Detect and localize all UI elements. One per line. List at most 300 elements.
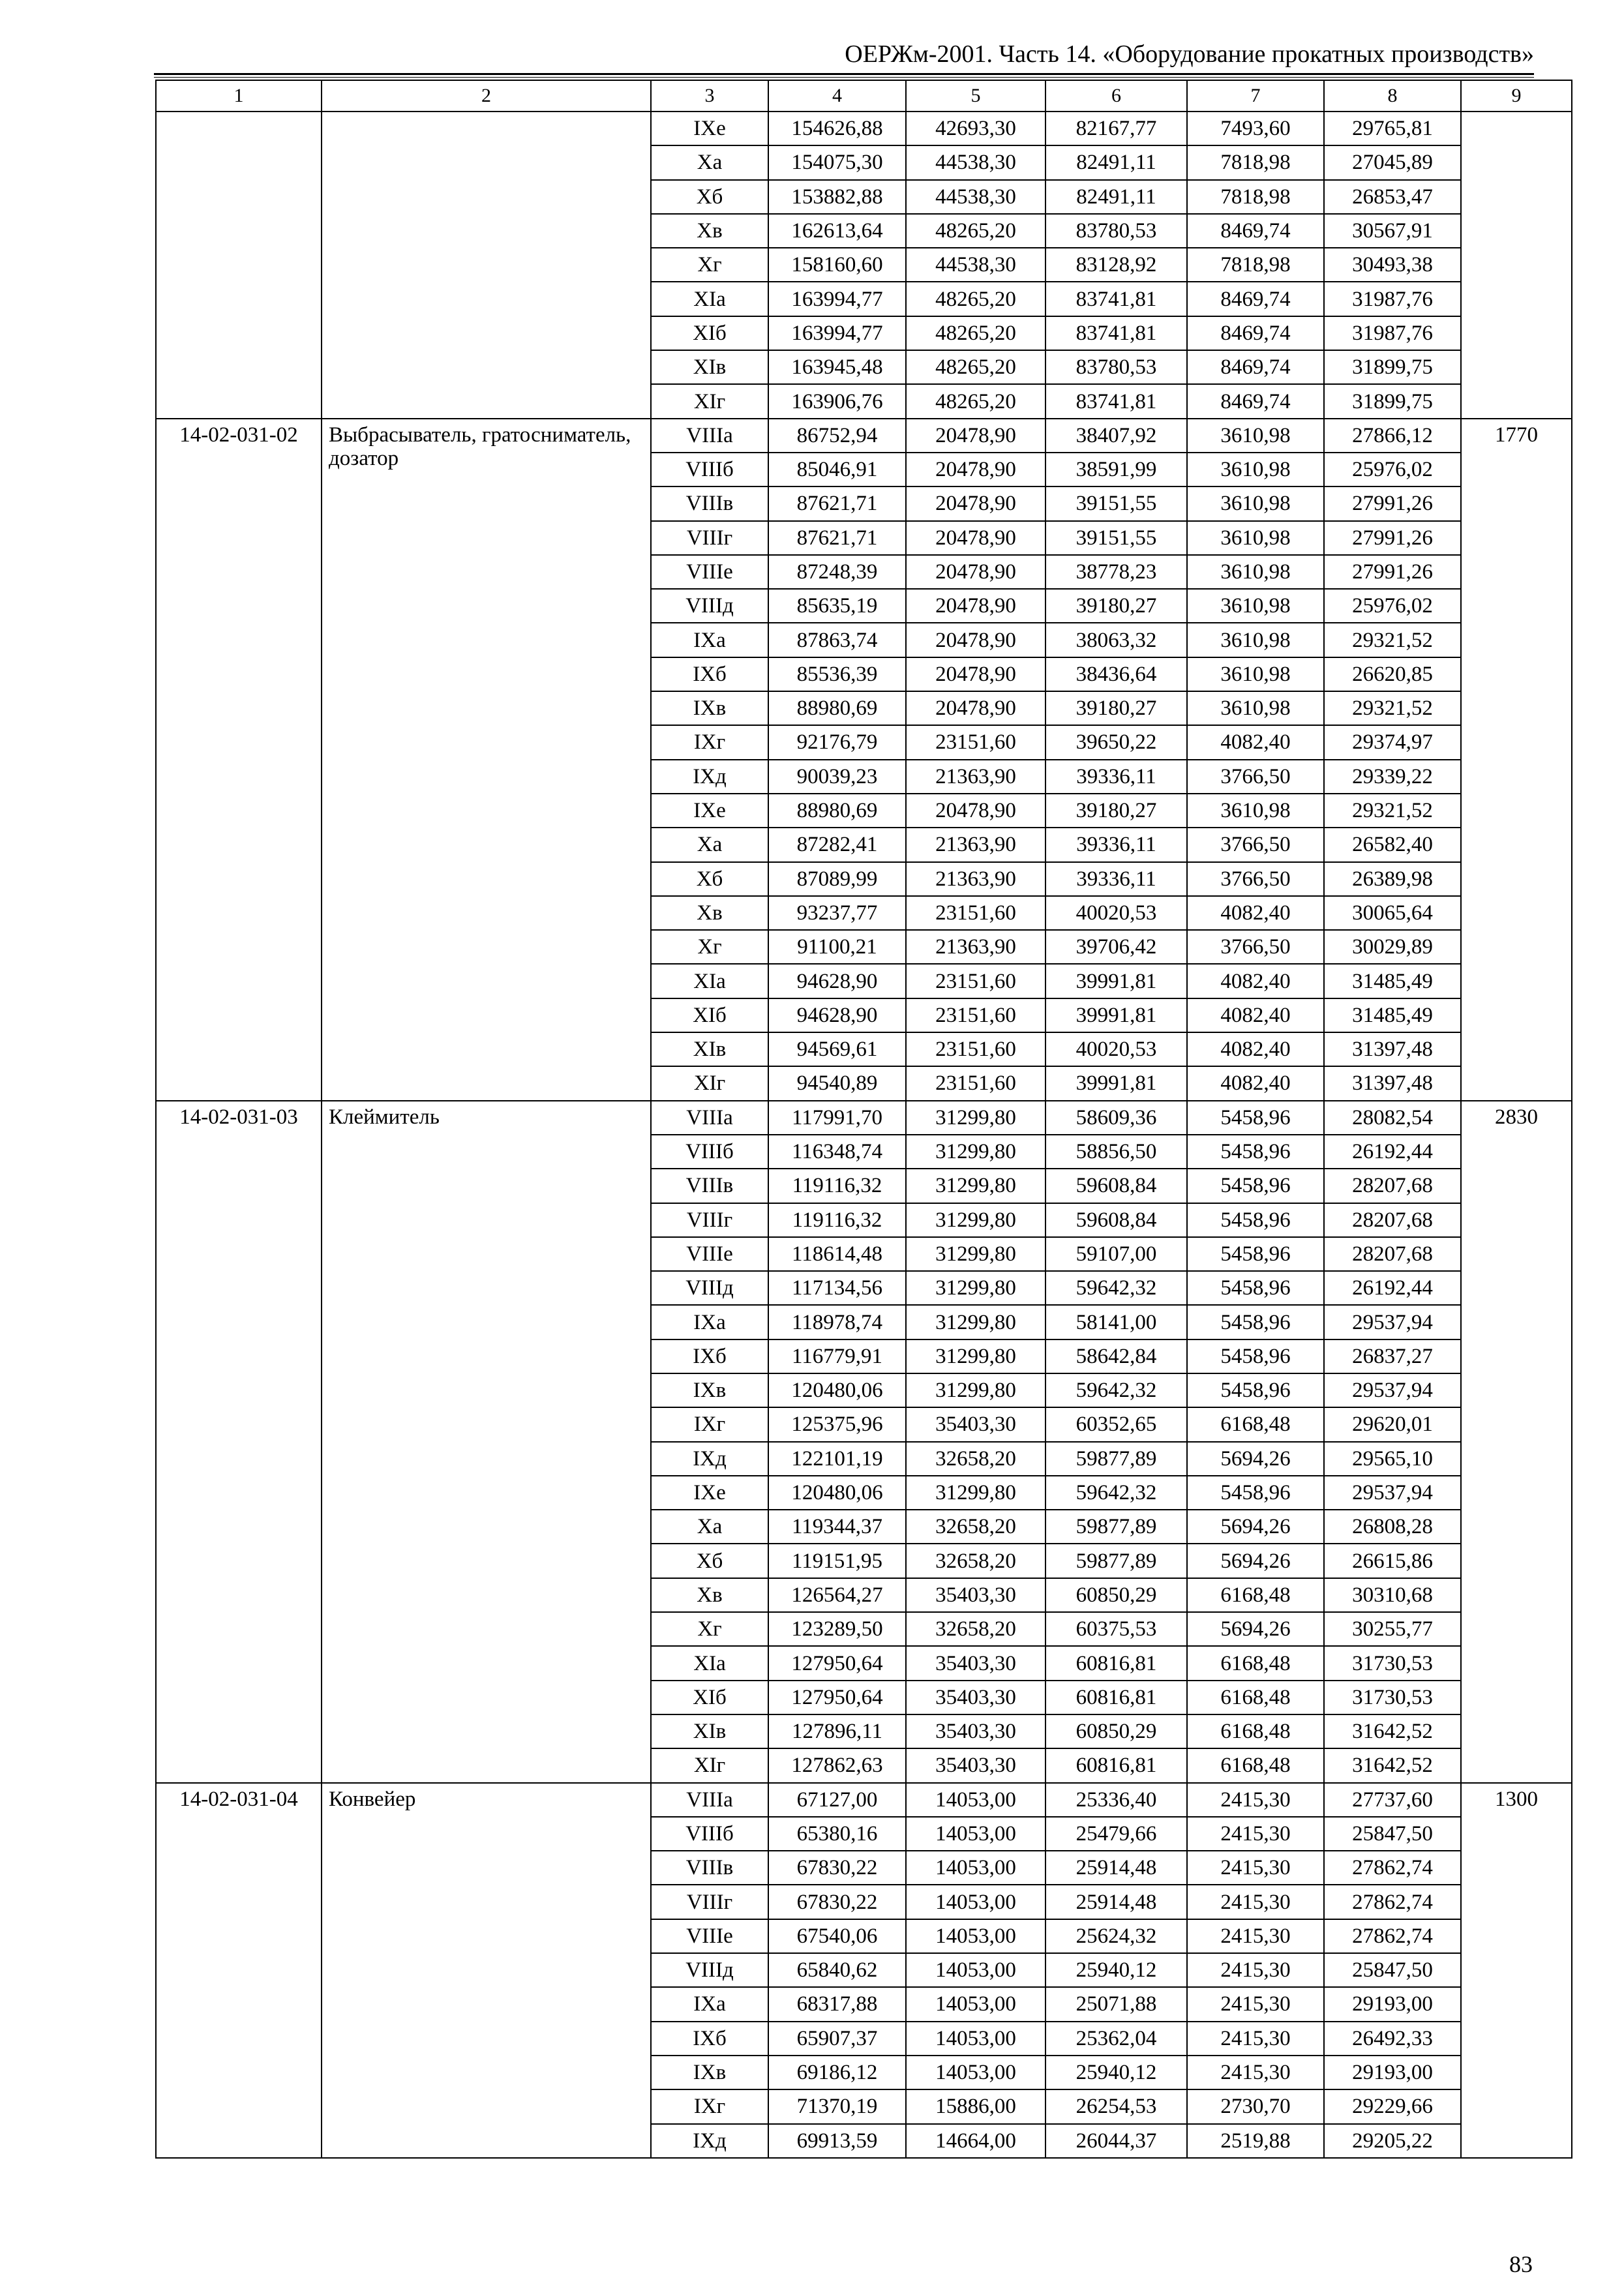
value-cell: 39706,42 bbox=[1045, 930, 1187, 964]
value-cell: 58642,84 bbox=[1045, 1339, 1187, 1373]
document-header: ОЕРЖм-2001. Часть 14. «Оборудование прокатных производств» bbox=[845, 40, 1534, 68]
category-cell: VIIIд bbox=[651, 589, 768, 623]
category-cell: IXe bbox=[651, 112, 768, 145]
value-cell: 29765,81 bbox=[1324, 112, 1461, 145]
category-cell: VIIIв bbox=[651, 1851, 768, 1885]
value-cell: 7818,98 bbox=[1187, 145, 1324, 179]
value-cell: 39336,11 bbox=[1045, 828, 1187, 861]
value-cell: 25914,48 bbox=[1045, 1851, 1187, 1885]
value-cell: 14664,00 bbox=[906, 2124, 1045, 2158]
value-cell: 27991,26 bbox=[1324, 486, 1461, 520]
value-cell: 38407,92 bbox=[1045, 419, 1187, 453]
category-cell: XIб bbox=[651, 998, 768, 1032]
value-cell: 20478,90 bbox=[906, 419, 1045, 453]
value-cell: 29565,10 bbox=[1324, 1442, 1461, 1476]
code-cell: 14-02-031-02 bbox=[156, 419, 322, 1101]
value-cell: 3610,98 bbox=[1187, 555, 1324, 589]
value-cell: 120480,06 bbox=[768, 1476, 906, 1510]
value-cell: 29321,52 bbox=[1324, 691, 1461, 725]
category-cell: VIIIд bbox=[651, 1953, 768, 1987]
value-cell: 68317,88 bbox=[768, 1987, 906, 2021]
header-rule-thin bbox=[154, 77, 1534, 78]
value-cell: 2415,30 bbox=[1187, 1851, 1324, 1885]
value-cell: 87282,41 bbox=[768, 828, 906, 861]
value-cell: 21363,90 bbox=[906, 760, 1045, 794]
value-cell: 48265,20 bbox=[906, 282, 1045, 316]
value-cell: 25847,50 bbox=[1324, 1953, 1461, 1987]
value-cell: 20478,90 bbox=[906, 555, 1045, 589]
value-cell: 39991,81 bbox=[1045, 964, 1187, 998]
value-cell: 25847,50 bbox=[1324, 1817, 1461, 1851]
category-cell: XIг bbox=[651, 1748, 768, 1782]
value-cell: 83780,53 bbox=[1045, 214, 1187, 248]
value-cell: 65907,37 bbox=[768, 2022, 906, 2056]
value-cell: 39336,11 bbox=[1045, 862, 1187, 896]
column-number: 4 bbox=[768, 80, 906, 112]
value-cell: 30065,64 bbox=[1324, 896, 1461, 930]
header-rule bbox=[154, 73, 1534, 75]
value-cell: 117134,56 bbox=[768, 1271, 906, 1305]
value-cell: 87863,74 bbox=[768, 623, 906, 657]
value-cell: 27862,74 bbox=[1324, 1919, 1461, 1953]
value-cell: 29205,22 bbox=[1324, 2124, 1461, 2158]
category-cell: XIa bbox=[651, 964, 768, 998]
value-cell: 5694,26 bbox=[1187, 1442, 1324, 1476]
value-cell: 58141,00 bbox=[1045, 1305, 1187, 1339]
value-cell: 25071,88 bbox=[1045, 1987, 1187, 2021]
value-cell: 122101,19 bbox=[768, 1442, 906, 1476]
value-cell: 5694,26 bbox=[1187, 1510, 1324, 1544]
value-cell: 15886,00 bbox=[906, 2089, 1045, 2123]
value-cell: 8469,74 bbox=[1187, 214, 1324, 248]
value-cell: 29321,52 bbox=[1324, 794, 1461, 828]
value-cell: 23151,60 bbox=[906, 998, 1045, 1032]
value-cell: 14053,00 bbox=[906, 2022, 1045, 2056]
value-cell: 40020,53 bbox=[1045, 896, 1187, 930]
value-cell: 158160,60 bbox=[768, 248, 906, 282]
value-cell: 2415,30 bbox=[1187, 1953, 1324, 1987]
value-cell: 87621,71 bbox=[768, 486, 906, 520]
value-cell: 6168,48 bbox=[1187, 1714, 1324, 1748]
value-cell: 3610,98 bbox=[1187, 419, 1324, 453]
value-cell: 119116,32 bbox=[768, 1169, 906, 1203]
value-cell: 119151,95 bbox=[768, 1544, 906, 1578]
value-cell: 85046,91 bbox=[768, 453, 906, 486]
category-cell: VIIIe bbox=[651, 1237, 768, 1271]
value-cell: 118614,48 bbox=[768, 1237, 906, 1271]
value-cell: 59642,32 bbox=[1045, 1373, 1187, 1407]
value-cell: 59608,84 bbox=[1045, 1169, 1187, 1203]
value-cell: 154626,88 bbox=[768, 112, 906, 145]
value-cell: 29537,94 bbox=[1324, 1476, 1461, 1510]
category-cell: VIIIe bbox=[651, 1919, 768, 1953]
value-cell: 163994,77 bbox=[768, 282, 906, 316]
value-cell: 65380,16 bbox=[768, 1817, 906, 1851]
value-cell: 38436,64 bbox=[1045, 657, 1187, 691]
value-cell: 26620,85 bbox=[1324, 657, 1461, 691]
category-cell: XIб bbox=[651, 1681, 768, 1714]
value-cell: 39180,27 bbox=[1045, 691, 1187, 725]
column-number: 1 bbox=[156, 80, 322, 112]
value-cell: 23151,60 bbox=[906, 1066, 1045, 1100]
value-cell: 26808,28 bbox=[1324, 1510, 1461, 1544]
value-cell: 27862,74 bbox=[1324, 1885, 1461, 1919]
value-cell: 29193,00 bbox=[1324, 1987, 1461, 2021]
value-cell: 60816,81 bbox=[1045, 1681, 1187, 1714]
category-cell: VIIIб bbox=[651, 1135, 768, 1169]
value-cell: 4082,40 bbox=[1187, 1032, 1324, 1066]
name-cell bbox=[322, 112, 651, 419]
category-cell: IXa bbox=[651, 623, 768, 657]
value-cell: 31485,49 bbox=[1324, 998, 1461, 1032]
value-cell: 3766,50 bbox=[1187, 930, 1324, 964]
category-cell: Xв bbox=[651, 896, 768, 930]
table-row bbox=[156, 112, 1572, 145]
value-cell: 83741,81 bbox=[1045, 384, 1187, 418]
value-cell: 59877,89 bbox=[1045, 1510, 1187, 1544]
value-cell: 25336,40 bbox=[1045, 1783, 1187, 1817]
value-cell: 20478,90 bbox=[906, 794, 1045, 828]
value-cell: 30255,77 bbox=[1324, 1612, 1461, 1646]
value-cell: 60816,81 bbox=[1045, 1748, 1187, 1782]
category-cell: IXд bbox=[651, 2124, 768, 2158]
category-cell: VIIIa bbox=[651, 1101, 768, 1135]
category-cell: XIa bbox=[651, 1646, 768, 1680]
value-cell: 31987,76 bbox=[1324, 282, 1461, 316]
value-cell: 3610,98 bbox=[1187, 794, 1324, 828]
category-cell: Xг bbox=[651, 930, 768, 964]
category-cell: Xa bbox=[651, 828, 768, 861]
value-cell: 3610,98 bbox=[1187, 657, 1324, 691]
name-cell: Конвейер bbox=[322, 1783, 651, 2158]
value-cell: 7493,60 bbox=[1187, 112, 1324, 145]
value-cell: 6168,48 bbox=[1187, 1681, 1324, 1714]
value-cell: 59877,89 bbox=[1045, 1442, 1187, 1476]
value-cell: 39180,27 bbox=[1045, 794, 1187, 828]
value-cell: 123289,50 bbox=[768, 1612, 906, 1646]
value-cell: 59608,84 bbox=[1045, 1203, 1187, 1237]
value-cell: 14053,00 bbox=[906, 1817, 1045, 1851]
value-cell: 2519,88 bbox=[1187, 2124, 1324, 2158]
value-cell: 20478,90 bbox=[906, 453, 1045, 486]
value-cell: 116779,91 bbox=[768, 1339, 906, 1373]
value-cell: 31299,80 bbox=[906, 1101, 1045, 1135]
value-cell: 4082,40 bbox=[1187, 1066, 1324, 1100]
value-cell: 26192,44 bbox=[1324, 1271, 1461, 1305]
value-cell: 59642,32 bbox=[1045, 1476, 1187, 1510]
value-cell: 30029,89 bbox=[1324, 930, 1461, 964]
value-cell: 85635,19 bbox=[768, 589, 906, 623]
value-cell: 23151,60 bbox=[906, 1032, 1045, 1066]
category-cell: VIIIб bbox=[651, 1817, 768, 1851]
category-cell: XIг bbox=[651, 1066, 768, 1100]
category-cell: VIIIa bbox=[651, 419, 768, 453]
value-cell: 31899,75 bbox=[1324, 384, 1461, 418]
value-cell: 25976,02 bbox=[1324, 453, 1461, 486]
value-cell: 93237,77 bbox=[768, 896, 906, 930]
value-cell: 126564,27 bbox=[768, 1578, 906, 1612]
value-cell: 6168,48 bbox=[1187, 1646, 1324, 1680]
value-cell: 7818,98 bbox=[1187, 180, 1324, 214]
value-cell: 83741,81 bbox=[1045, 316, 1187, 350]
code-cell: 14-02-031-04 bbox=[156, 1783, 322, 2158]
value-cell: 25362,04 bbox=[1045, 2022, 1187, 2056]
category-cell: XIб bbox=[651, 316, 768, 350]
category-cell: VIIIг bbox=[651, 1885, 768, 1919]
value-cell: 28082,54 bbox=[1324, 1101, 1461, 1135]
value-cell: 2415,30 bbox=[1187, 1919, 1324, 1953]
category-cell: IXб bbox=[651, 1339, 768, 1373]
category-cell: IXг bbox=[651, 725, 768, 759]
value-cell: 31397,48 bbox=[1324, 1066, 1461, 1100]
category-cell: VIIIб bbox=[651, 453, 768, 486]
value-cell: 32658,20 bbox=[906, 1544, 1045, 1578]
value-cell: 116348,74 bbox=[768, 1135, 906, 1169]
value-cell: 27866,12 bbox=[1324, 419, 1461, 453]
value-cell: 27862,74 bbox=[1324, 1851, 1461, 1885]
column-number: 2 bbox=[322, 80, 651, 112]
value-cell: 26615,86 bbox=[1324, 1544, 1461, 1578]
value-cell: 163906,76 bbox=[768, 384, 906, 418]
column-number: 6 bbox=[1045, 80, 1187, 112]
category-cell: Xб bbox=[651, 180, 768, 214]
value-cell: 59642,32 bbox=[1045, 1271, 1187, 1305]
value-cell: 39650,22 bbox=[1045, 725, 1187, 759]
category-cell: XIв bbox=[651, 1714, 768, 1748]
value-cell: 32658,20 bbox=[906, 1442, 1045, 1476]
value-cell: 35403,30 bbox=[906, 1748, 1045, 1782]
category-cell: IXв bbox=[651, 2056, 768, 2089]
value-cell: 87621,71 bbox=[768, 521, 906, 555]
category-cell: VIIIв bbox=[651, 486, 768, 520]
category-cell: Xб bbox=[651, 1544, 768, 1578]
value-cell: 82491,11 bbox=[1045, 145, 1187, 179]
value-cell: 120480,06 bbox=[768, 1373, 906, 1407]
category-cell: VIIIг bbox=[651, 521, 768, 555]
value-cell: 26192,44 bbox=[1324, 1135, 1461, 1169]
value-cell: 35403,30 bbox=[906, 1714, 1045, 1748]
value-cell: 83780,53 bbox=[1045, 350, 1187, 384]
category-cell: IXб bbox=[651, 657, 768, 691]
value-cell: 44538,30 bbox=[906, 180, 1045, 214]
value-cell: 127862,63 bbox=[768, 1748, 906, 1782]
category-cell: IXб bbox=[651, 2022, 768, 2056]
category-cell: Xв bbox=[651, 1578, 768, 1612]
value-cell: 31642,52 bbox=[1324, 1714, 1461, 1748]
value-cell: 85536,39 bbox=[768, 657, 906, 691]
value-cell: 2415,30 bbox=[1187, 2022, 1324, 2056]
value-cell: 26582,40 bbox=[1324, 828, 1461, 861]
category-cell: IXa bbox=[651, 1987, 768, 2021]
code-cell bbox=[156, 112, 322, 419]
value-cell: 5458,96 bbox=[1187, 1101, 1324, 1135]
value-cell: 60352,65 bbox=[1045, 1407, 1187, 1441]
category-cell: VIIIв bbox=[651, 1169, 768, 1203]
value-cell: 38591,99 bbox=[1045, 453, 1187, 486]
value-cell: 82167,77 bbox=[1045, 112, 1187, 145]
value-cell: 5458,96 bbox=[1187, 1305, 1324, 1339]
value-cell: 3610,98 bbox=[1187, 521, 1324, 555]
value-cell: 25479,66 bbox=[1045, 1817, 1187, 1851]
value-cell: 39151,55 bbox=[1045, 486, 1187, 520]
value-cell: 35403,30 bbox=[906, 1681, 1045, 1714]
value-cell: 60816,81 bbox=[1045, 1646, 1187, 1680]
name-cell: Клеймитель bbox=[322, 1101, 651, 1783]
value-cell: 31299,80 bbox=[906, 1476, 1045, 1510]
value-cell: 29537,94 bbox=[1324, 1305, 1461, 1339]
category-cell: IXг bbox=[651, 2089, 768, 2123]
value-cell: 40020,53 bbox=[1045, 1032, 1187, 1066]
category-cell: VIIIe bbox=[651, 555, 768, 589]
value-cell: 3610,98 bbox=[1187, 623, 1324, 657]
value-cell: 20478,90 bbox=[906, 589, 1045, 623]
extra-cell bbox=[1461, 112, 1572, 419]
value-cell: 25940,12 bbox=[1045, 2056, 1187, 2089]
value-cell: 94569,61 bbox=[768, 1032, 906, 1066]
value-cell: 27991,26 bbox=[1324, 555, 1461, 589]
value-cell: 163945,48 bbox=[768, 350, 906, 384]
value-cell: 31642,52 bbox=[1324, 1748, 1461, 1782]
value-cell: 39151,55 bbox=[1045, 521, 1187, 555]
value-cell: 31899,75 bbox=[1324, 350, 1461, 384]
value-cell: 60850,29 bbox=[1045, 1714, 1187, 1748]
value-cell: 44538,30 bbox=[906, 145, 1045, 179]
value-cell: 25976,02 bbox=[1324, 589, 1461, 623]
value-cell: 60850,29 bbox=[1045, 1578, 1187, 1612]
name-cell: Выбрасыватель, гратосниматель, дозатор bbox=[322, 419, 651, 1101]
value-cell: 26254,53 bbox=[1045, 2089, 1187, 2123]
value-cell: 69913,59 bbox=[768, 2124, 906, 2158]
value-cell: 29620,01 bbox=[1324, 1407, 1461, 1441]
category-cell: VIIIд bbox=[651, 1271, 768, 1305]
value-cell: 29537,94 bbox=[1324, 1373, 1461, 1407]
value-cell: 86752,94 bbox=[768, 419, 906, 453]
price-table bbox=[155, 80, 1572, 2159]
value-cell: 4082,40 bbox=[1187, 725, 1324, 759]
value-cell: 8469,74 bbox=[1187, 282, 1324, 316]
value-cell: 83128,92 bbox=[1045, 248, 1187, 282]
value-cell: 67830,22 bbox=[768, 1851, 906, 1885]
value-cell: 28207,68 bbox=[1324, 1203, 1461, 1237]
value-cell: 20478,90 bbox=[906, 657, 1045, 691]
value-cell: 28207,68 bbox=[1324, 1237, 1461, 1271]
value-cell: 29374,97 bbox=[1324, 725, 1461, 759]
value-cell: 25914,48 bbox=[1045, 1885, 1187, 1919]
category-cell: VIIIa bbox=[651, 1783, 768, 1817]
value-cell: 31397,48 bbox=[1324, 1032, 1461, 1066]
value-cell: 5458,96 bbox=[1187, 1271, 1324, 1305]
column-number: 7 bbox=[1187, 80, 1324, 112]
value-cell: 14053,00 bbox=[906, 1953, 1045, 1987]
category-cell: XIг bbox=[651, 384, 768, 418]
value-cell: 6168,48 bbox=[1187, 1748, 1324, 1782]
value-cell: 29193,00 bbox=[1324, 2056, 1461, 2089]
value-cell: 5694,26 bbox=[1187, 1544, 1324, 1578]
value-cell: 20478,90 bbox=[906, 521, 1045, 555]
value-cell: 26389,98 bbox=[1324, 862, 1461, 896]
value-cell: 65840,62 bbox=[768, 1953, 906, 1987]
value-cell: 3610,98 bbox=[1187, 486, 1324, 520]
value-cell: 29339,22 bbox=[1324, 760, 1461, 794]
category-cell: Xг bbox=[651, 248, 768, 282]
category-cell: XIв bbox=[651, 1032, 768, 1066]
value-cell: 5458,96 bbox=[1187, 1339, 1324, 1373]
value-cell: 26837,27 bbox=[1324, 1339, 1461, 1373]
value-cell: 127950,64 bbox=[768, 1646, 906, 1680]
value-cell: 3610,98 bbox=[1187, 589, 1324, 623]
value-cell: 163994,77 bbox=[768, 316, 906, 350]
value-cell: 8469,74 bbox=[1187, 316, 1324, 350]
value-cell: 38063,32 bbox=[1045, 623, 1187, 657]
value-cell: 91100,21 bbox=[768, 930, 906, 964]
value-cell: 58856,50 bbox=[1045, 1135, 1187, 1169]
value-cell: 21363,90 bbox=[906, 862, 1045, 896]
value-cell: 88980,69 bbox=[768, 794, 906, 828]
value-cell: 42693,30 bbox=[906, 112, 1045, 145]
value-cell: 31730,53 bbox=[1324, 1646, 1461, 1680]
value-cell: 28207,68 bbox=[1324, 1169, 1461, 1203]
value-cell: 7818,98 bbox=[1187, 248, 1324, 282]
value-cell: 125375,96 bbox=[768, 1407, 906, 1441]
value-cell: 20478,90 bbox=[906, 486, 1045, 520]
value-cell: 30493,38 bbox=[1324, 248, 1461, 282]
value-cell: 6168,48 bbox=[1187, 1578, 1324, 1612]
value-cell: 39991,81 bbox=[1045, 1066, 1187, 1100]
column-number-row bbox=[156, 80, 1572, 112]
value-cell: 3766,50 bbox=[1187, 862, 1324, 896]
value-cell: 71370,19 bbox=[768, 2089, 906, 2123]
value-cell: 3610,98 bbox=[1187, 453, 1324, 486]
category-cell: IXe bbox=[651, 1476, 768, 1510]
value-cell: 35403,30 bbox=[906, 1407, 1045, 1441]
page-number: 83 bbox=[1509, 2251, 1533, 2277]
value-cell: 31987,76 bbox=[1324, 316, 1461, 350]
value-cell: 2730,70 bbox=[1187, 2089, 1324, 2123]
value-cell: 26853,47 bbox=[1324, 180, 1461, 214]
value-cell: 39991,81 bbox=[1045, 998, 1187, 1032]
value-cell: 153882,88 bbox=[768, 180, 906, 214]
value-cell: 8469,74 bbox=[1187, 384, 1324, 418]
value-cell: 67127,00 bbox=[768, 1783, 906, 1817]
value-cell: 14053,00 bbox=[906, 1783, 1045, 1817]
value-cell: 35403,30 bbox=[906, 1578, 1045, 1612]
column-number: 3 bbox=[651, 80, 768, 112]
value-cell: 21363,90 bbox=[906, 930, 1045, 964]
value-cell: 83741,81 bbox=[1045, 282, 1187, 316]
value-cell: 14053,00 bbox=[906, 1919, 1045, 1953]
value-cell: 60375,53 bbox=[1045, 1612, 1187, 1646]
table-row bbox=[156, 1783, 1572, 1817]
value-cell: 5458,96 bbox=[1187, 1203, 1324, 1237]
value-cell: 48265,20 bbox=[906, 214, 1045, 248]
value-cell: 31299,80 bbox=[906, 1169, 1045, 1203]
value-cell: 23151,60 bbox=[906, 725, 1045, 759]
value-cell: 119116,32 bbox=[768, 1203, 906, 1237]
value-cell: 94540,89 bbox=[768, 1066, 906, 1100]
value-cell: 23151,60 bbox=[906, 896, 1045, 930]
value-cell: 31299,80 bbox=[906, 1339, 1045, 1373]
extra-cell: 1770 bbox=[1461, 419, 1572, 1101]
value-cell: 3610,98 bbox=[1187, 691, 1324, 725]
value-cell: 58609,36 bbox=[1045, 1101, 1187, 1135]
extra-cell: 1300 bbox=[1461, 1783, 1572, 2158]
value-cell: 2415,30 bbox=[1187, 1817, 1324, 1851]
value-cell: 26492,33 bbox=[1324, 2022, 1461, 2056]
value-cell: 2415,30 bbox=[1187, 1885, 1324, 1919]
value-cell: 31299,80 bbox=[906, 1373, 1045, 1407]
value-cell: 154075,30 bbox=[768, 145, 906, 179]
value-cell: 31299,80 bbox=[906, 1203, 1045, 1237]
